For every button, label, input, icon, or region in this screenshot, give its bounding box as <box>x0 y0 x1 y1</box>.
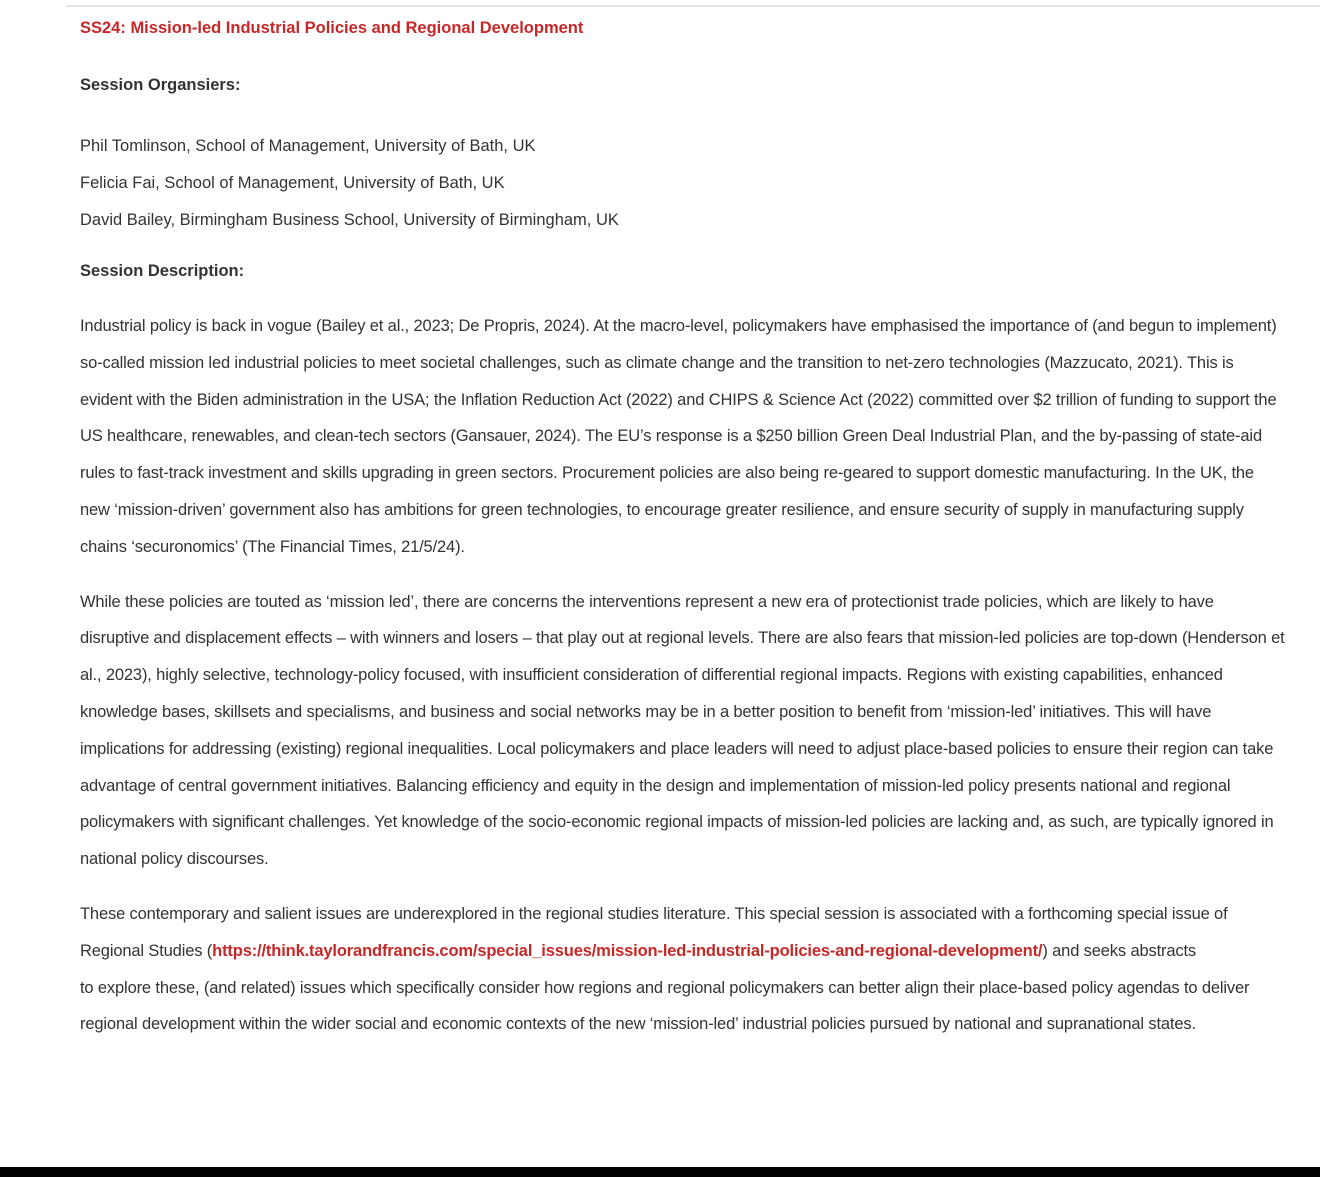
description-paragraph-3 <box>80 896 1285 1043</box>
special-issue-link[interactable]: https://think.taylorandfrancis.com/special_issues/mission-led-industrial-policies-and-regional-development/ <box>212 941 1043 960</box>
description-heading: Session Description: <box>80 262 245 280</box>
organiser-item: Felicia Fai, School of Management, University of Bath, UK <box>80 174 505 192</box>
paragraph-3-text-before-link: These contemporary and salient issues are underexplored in the regional studies literature. This special session is associated with a forthcoming special issue of Regional Studies ( <box>80 904 1228 960</box>
session-content <box>80 16 1285 1043</box>
description-paragraph-1: Industrial policy is back in vogue (Bailey et al., 2023; De Propris, 2024). At the macro-level, policymakers have emphasised the importance of (and begun to implement) so-called mission led industrial policies to meet societal challenges, such as climate change and the transition to net-zero technologies (Mazzucato, 2021). This is evident with the Biden administration in the USA; the Inflation Reduction Act (2022) and CHIPS & Science Act (2022) committed over $2 trillion of funding to support the US healthcare, renewables, and clean-tech sectors (Gansauer, 2024). The EU’s response is a $250 billion Green Deal Industrial Plan, and the by-passing of state-aid rules to fast-track investment and skills upgrading in green sectors. Procurement policies are also being re-geared to support domestic manufacturing. In the UK, the new ‘mission-driven’ government also has ambitions for green technologies, to encourage greater resilience, and ensure security of supply in manufacturing supply chains ‘securonomics’ (The Financial Times, 21/5/24). <box>80 317 1277 556</box>
description-paragraph-2: While these policies are touted as ‘mission led’, there are concerns the interventions represent a new era of protectionist trade policies, which are likely to have disruptive and displacement effects – with winners and losers – that play out at regional levels. There are also fears that mission-led policies are top-down (Henderson et al., 2023), highly selective, technology-policy focused, with insufficient consideration of differential regional impacts. Regions with existing capabilities, enhanced knowledge bases, skillsets and specialisms, and business and social networks may be in a better position to benefit from ‘mission-led’ initiatives. This will have implications for addressing (existing) regional inequalities. Local policymakers and place leaders will need to adjust place-based policies to ensure their region can take advantage of central government initiatives. Balancing efficiency and equity in the design and implementation of mission-led policy presents national and regional policymakers with significant challenges. Yet knowledge of the socio-economic regional impacts of mission-led policies are lacking and, as such, are typically ignored in national policy discourses. <box>80 592 1285 869</box>
paragraph-3-continuation: to explore these, (and related) issues which specifically consider how regions and regional policymakers can better align their place-based policy agendas to deliver regional development within the wider social and economic contexts of the new ‘mission-led’ industrial policies pursued by national and supranational states. <box>80 978 1250 1034</box>
organiser-item: David Bailey, Birmingham Business School, University of Birmingham, UK <box>80 211 619 229</box>
session-title: SS24: Mission-led Industrial Policies and Regional Development <box>80 19 584 37</box>
bottom-bar <box>0 1167 1320 1177</box>
top-divider <box>66 5 1320 7</box>
organisers-list <box>80 128 1285 239</box>
organiser-item: Phil Tomlinson, School of Management, University of Bath, UK <box>80 137 536 155</box>
paragraph-3-text-after-link: ) and seeks abstracts <box>1042 941 1197 960</box>
organisers-heading: Session Organsiers: <box>80 76 241 94</box>
